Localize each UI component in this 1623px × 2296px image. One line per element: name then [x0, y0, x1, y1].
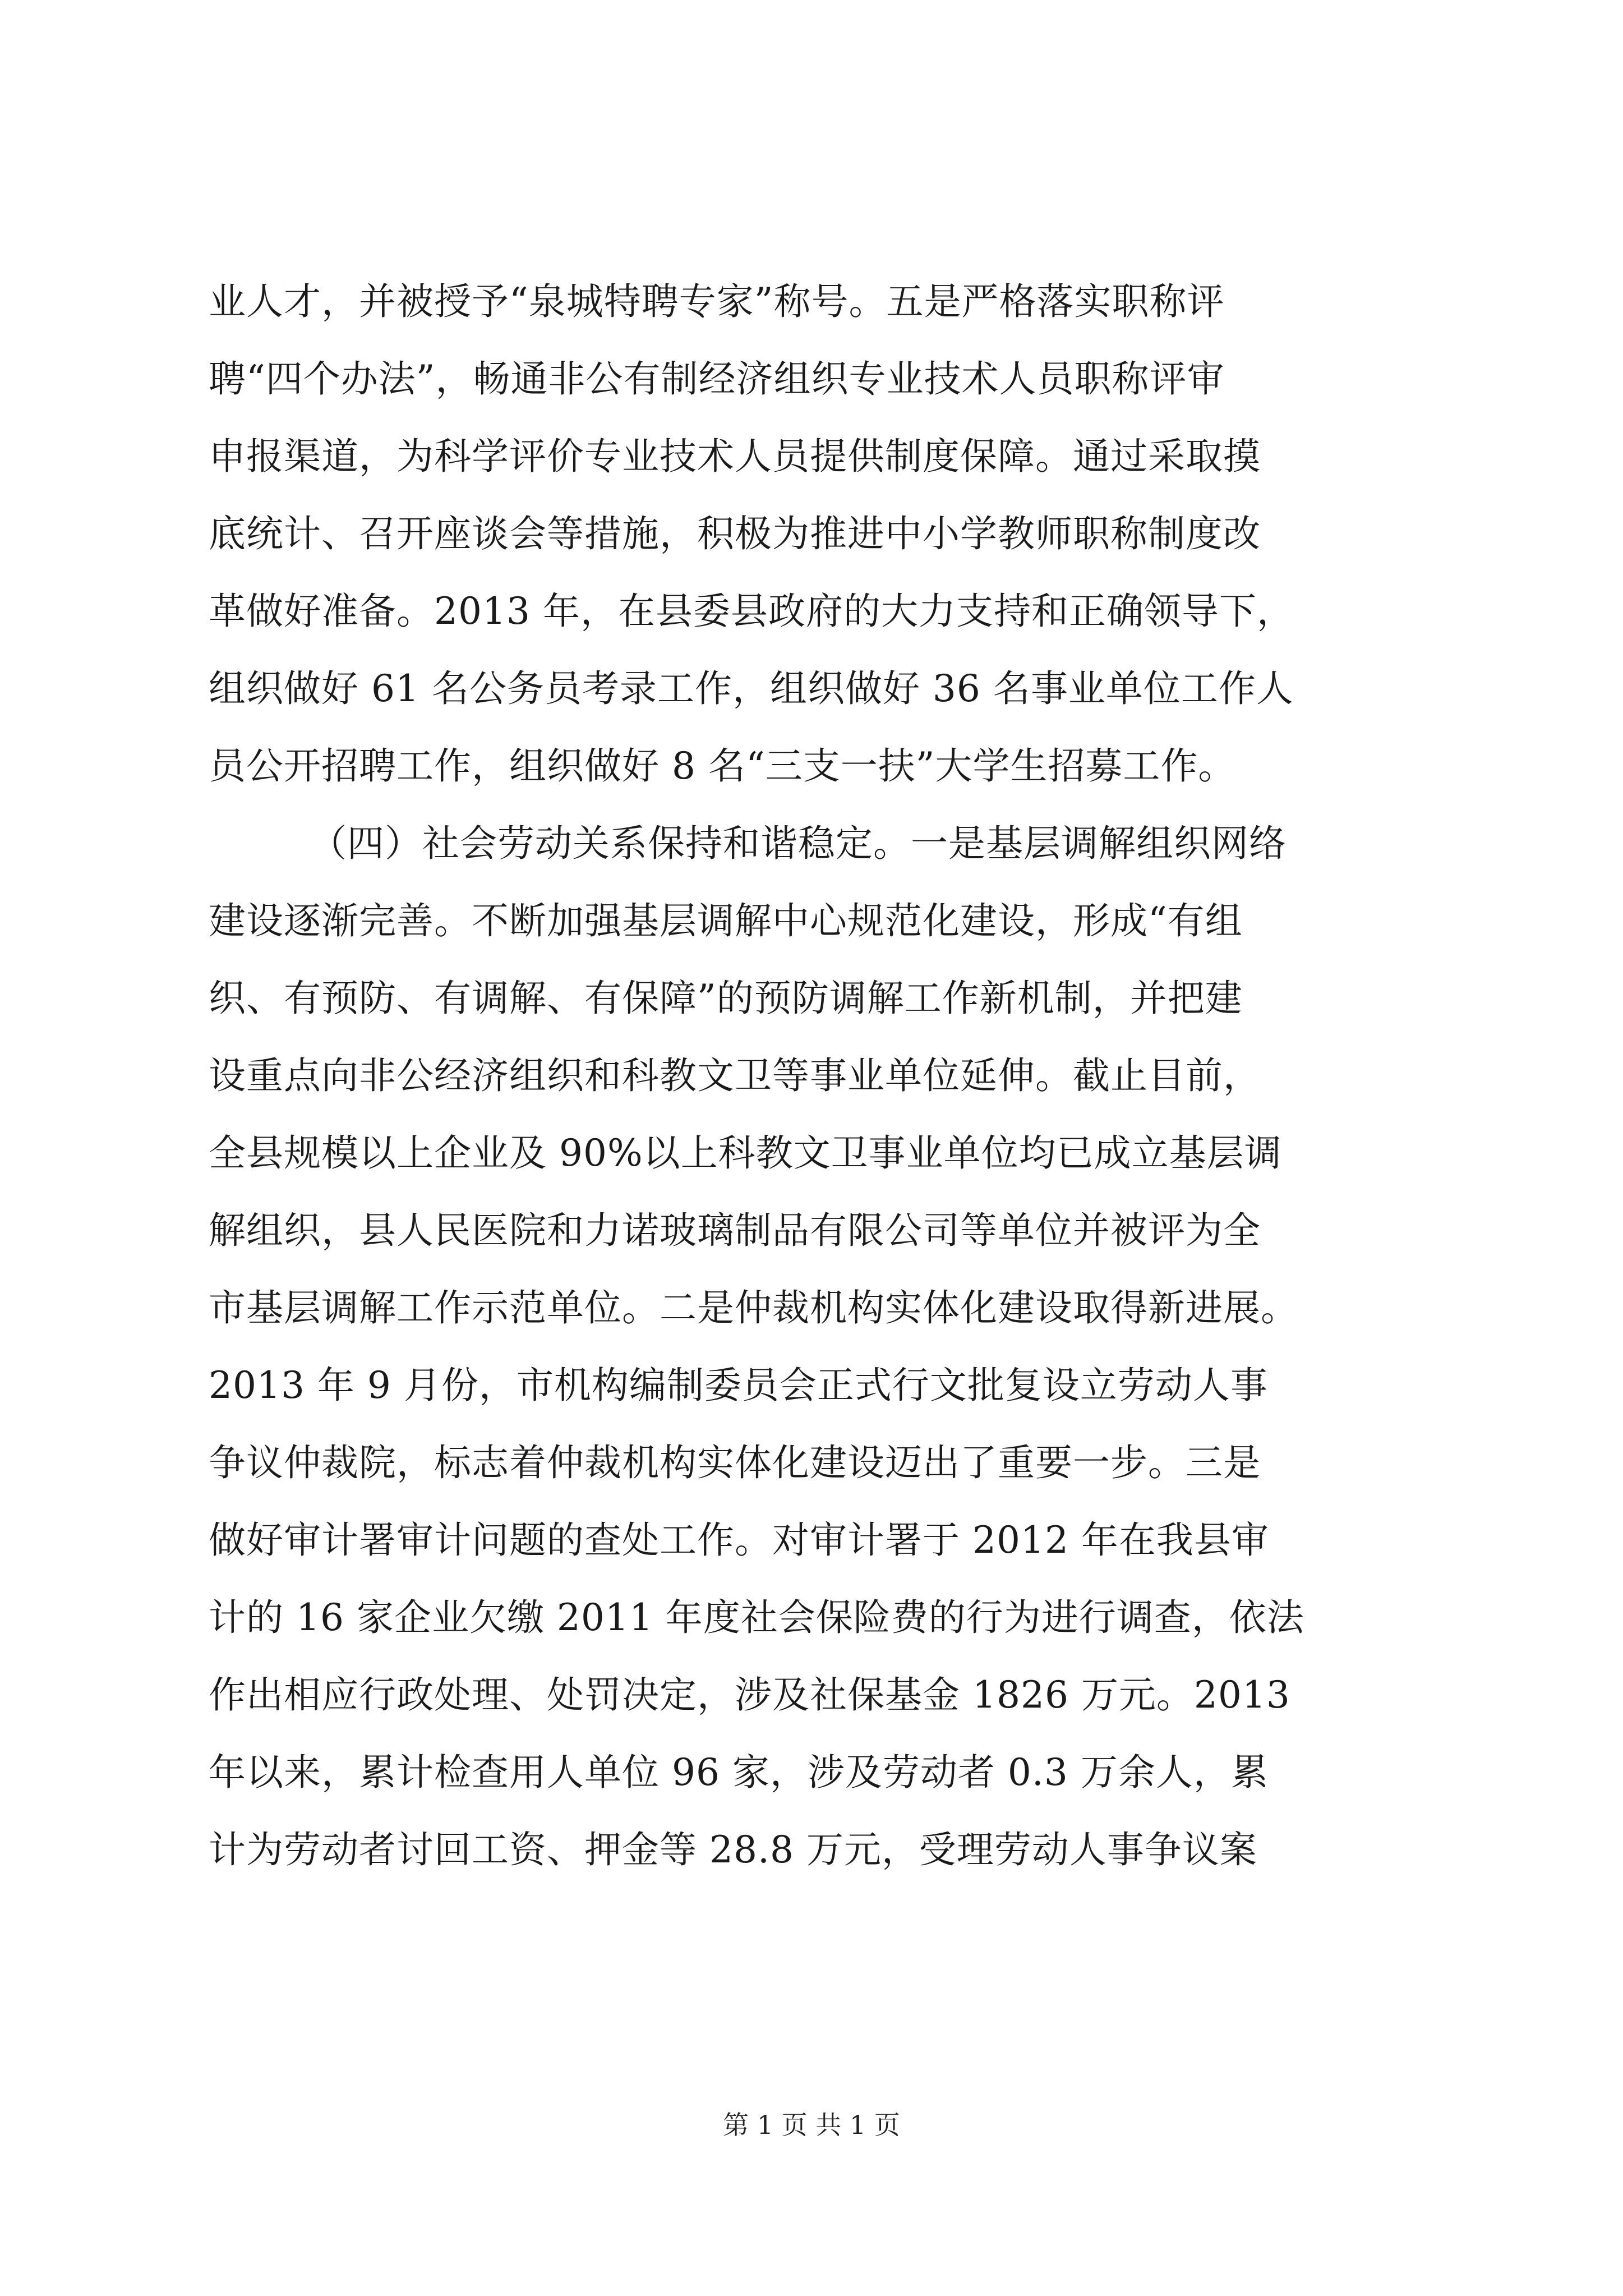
body-line-17: 做好审计署审计问题的查处工作。对审计署于 2012 年在我县审: [209, 1519, 1269, 1562]
body-line-6: 组织做好 61 名公务员考录工作，组织做好 36 名事业单位工作人: [209, 667, 1294, 710]
body-line-2: 聘“四个办法”，畅通非公有制经济组织专业技术人员职称评审: [209, 357, 1225, 401]
body-line-20: 年以来，累计检查用人单位 96 家，涉及劳动者 0.3 万余人，累: [209, 1751, 1269, 1794]
body-line-18: 计的 16 家企业欠缴 2011 年度社会保险费的行为进行调查，依法: [209, 1596, 1304, 1639]
body-line-9: 建设逐渐完善。不断加强基层调解中心规范化建设，形成“有组: [209, 899, 1243, 942]
body-line-14: 市基层调解工作示范单位。二是仲裁机构实体化建设取得新进展。: [209, 1286, 1298, 1329]
body-line-11: 设重点向非公经济组织和科教文卫等事业单位延伸。截止目前，: [209, 1054, 1261, 1097]
body-line-7: 员公开招聘工作，组织做好 8 名“三支一扶”大学生招募工作。: [209, 744, 1236, 788]
page-number-footer: 第 1 页 共 1 页: [723, 2110, 900, 2140]
body-line-4: 底统计、召开座谈会等措施，积极为推进中小学教师职称制度改: [209, 512, 1261, 555]
body-line-16: 争议仲裁院，标志着仲裁机构实体化建设迈出了重要一步。三是: [209, 1441, 1261, 1484]
body-line-1: 业人才，并被授予“泉城特聘专家”称号。五是严格落实职称评: [209, 280, 1225, 323]
body-line-21: 计为劳动者讨回工资、押金等 28.8 万元，受理劳动人事争议案: [209, 1828, 1257, 1871]
body-line-10: 织、有预防、有调解、有保障”的预防调解工作新机制，并把建: [209, 977, 1243, 1020]
body-line-15: 2013 年 9 月份，市机构编制委员会正式行文批复设立劳动人事: [209, 1364, 1268, 1407]
body-line-12: 全县规模以上企业及 90%以上科教文卫事业单位均已成立基层调: [209, 1131, 1282, 1175]
body-line-19: 作出相应行政处理、处罚决定，涉及社保基金 1826 万元。2013: [209, 1673, 1290, 1717]
body-line-5: 革做好准备。2013 年，在县委县政府的大力支持和正确领导下，: [209, 590, 1294, 633]
section-heading-line: （四）社会劳动关系保持和谐稳定。一是基层调解组织网络: [310, 822, 1287, 865]
body-line-13: 解组织，县人民医院和力诺玻璃制品有限公司等单位并被评为全: [209, 1209, 1261, 1252]
body-line-3: 申报渠道，为科学评价专业技术人员提供制度保障。通过采取摸: [209, 435, 1261, 478]
